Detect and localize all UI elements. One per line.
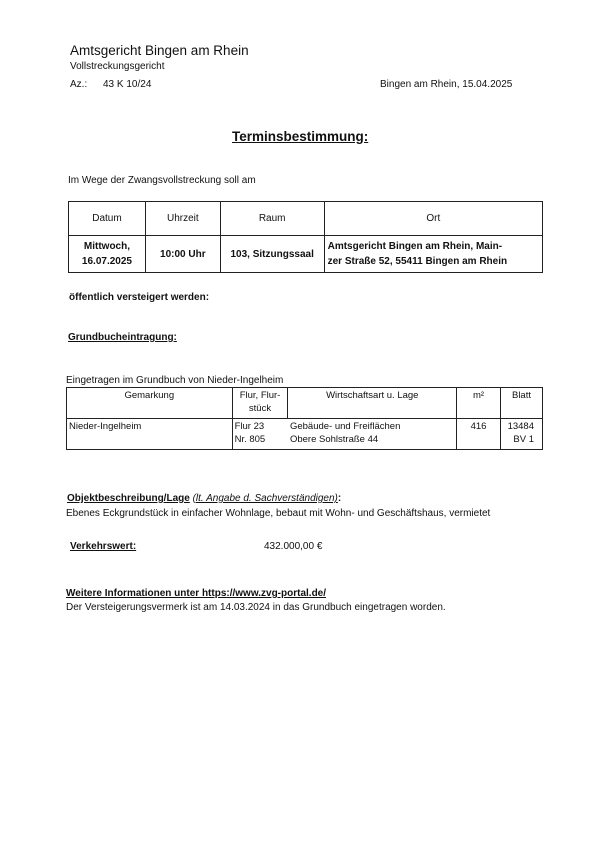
header-flur (232, 388, 288, 419)
objekt-heading (67, 493, 341, 504)
auction-text: öffentlich versteigert werden: (69, 292, 210, 303)
cell-raum: 103, Sitzungssaal (220, 236, 324, 273)
department: Vollstreckungsgericht (70, 61, 165, 72)
cell-gemarkung: Nieder-Ingelheim (67, 419, 233, 450)
case-number-label: Az.: (70, 79, 88, 90)
header-wirtschaftsart: Wirtschaftsart u. Lage (288, 388, 457, 419)
info-text: Der Versteigerungsvermerk ist am 14.03.2024 in das Grundbuch eingetragen worden. (66, 602, 446, 613)
place-date: Bingen am Rhein, 15.04.2025 (380, 79, 513, 90)
schedule-header-row (69, 202, 543, 236)
intro-text: Im Wege der Zwangsvollstreckung soll am (68, 175, 256, 186)
header-uhrzeit: Uhrzeit (145, 202, 220, 236)
cell-ort (324, 236, 542, 273)
page-title: Terminsbestimmung: (232, 129, 369, 144)
ort-line-1: Amtsgericht Bingen am Rhein, Main- (327, 241, 503, 252)
court-name: Amtsgericht Bingen am Rhein (70, 43, 249, 58)
objekt-heading-colon: : (337, 493, 342, 504)
header-gemarkung: Gemarkung (67, 388, 233, 419)
grundbuch-intro: Eingetragen im Grundbuch von Nieder-Ingelheim (66, 375, 284, 386)
objekt-text: Ebenes Eckgrundstück in einfacher Wohnlage, bebaut mit Wohn- und Geschäftshaus, vermietet (66, 508, 491, 519)
cell-wirtschaftsart (288, 419, 457, 450)
grundbuch-header-row (67, 388, 543, 419)
grundbuch-table (66, 387, 543, 450)
header-flur-line-1: Flur, Flur- (239, 390, 281, 401)
header-raum: Raum (220, 202, 324, 236)
header-blatt: Blatt (500, 388, 542, 419)
flur-line-2: Nr. 805 (234, 434, 266, 445)
flur-line-1: Flur 23 (234, 421, 265, 432)
schedule-table (68, 201, 543, 273)
header-datum: Datum (69, 202, 146, 236)
schedule-data-row (69, 236, 543, 273)
blatt-line-2: BV 1 (513, 434, 534, 445)
verkehrswert-label: Verkehrswert: (70, 541, 137, 552)
info-heading: Weitere Informationen unter https://www.zvg-portal.de/ (66, 588, 327, 599)
cell-flur (232, 419, 288, 450)
blatt-line-1: 13484 (507, 421, 534, 432)
header-ort: Ort (324, 202, 542, 236)
ort-line-2: zer Straße 52, 55411 Bingen am Rhein (327, 256, 508, 267)
datum-weekday: Mittwoch, (83, 241, 130, 252)
wirtschaftsart-line-2: Obere Sohlstraße 44 (289, 434, 379, 445)
objekt-heading-note: (lt. Angabe d. Sachverständigen) (192, 493, 338, 504)
wirtschaftsart-line-1: Gebäude- und Freiflächen (289, 421, 401, 432)
grundbuch-heading: Grundbucheintragung: (68, 332, 177, 343)
case-number: 43 K 10/24 (103, 79, 152, 90)
objekt-heading-main: Objektbeschreibung/Lage (67, 493, 190, 504)
cell-uhrzeit: 10:00 Uhr (145, 236, 220, 273)
header-m2: m² (457, 388, 501, 419)
header-flur-line-2: stück (248, 403, 272, 414)
cell-blatt (500, 419, 542, 450)
cell-datum (69, 236, 146, 273)
grundbuch-data-row (67, 419, 543, 450)
datum-date: 16.07.2025 (81, 256, 132, 267)
verkehrswert-value: 432.000,00 € (264, 541, 323, 552)
cell-m2: 416 (457, 419, 501, 450)
